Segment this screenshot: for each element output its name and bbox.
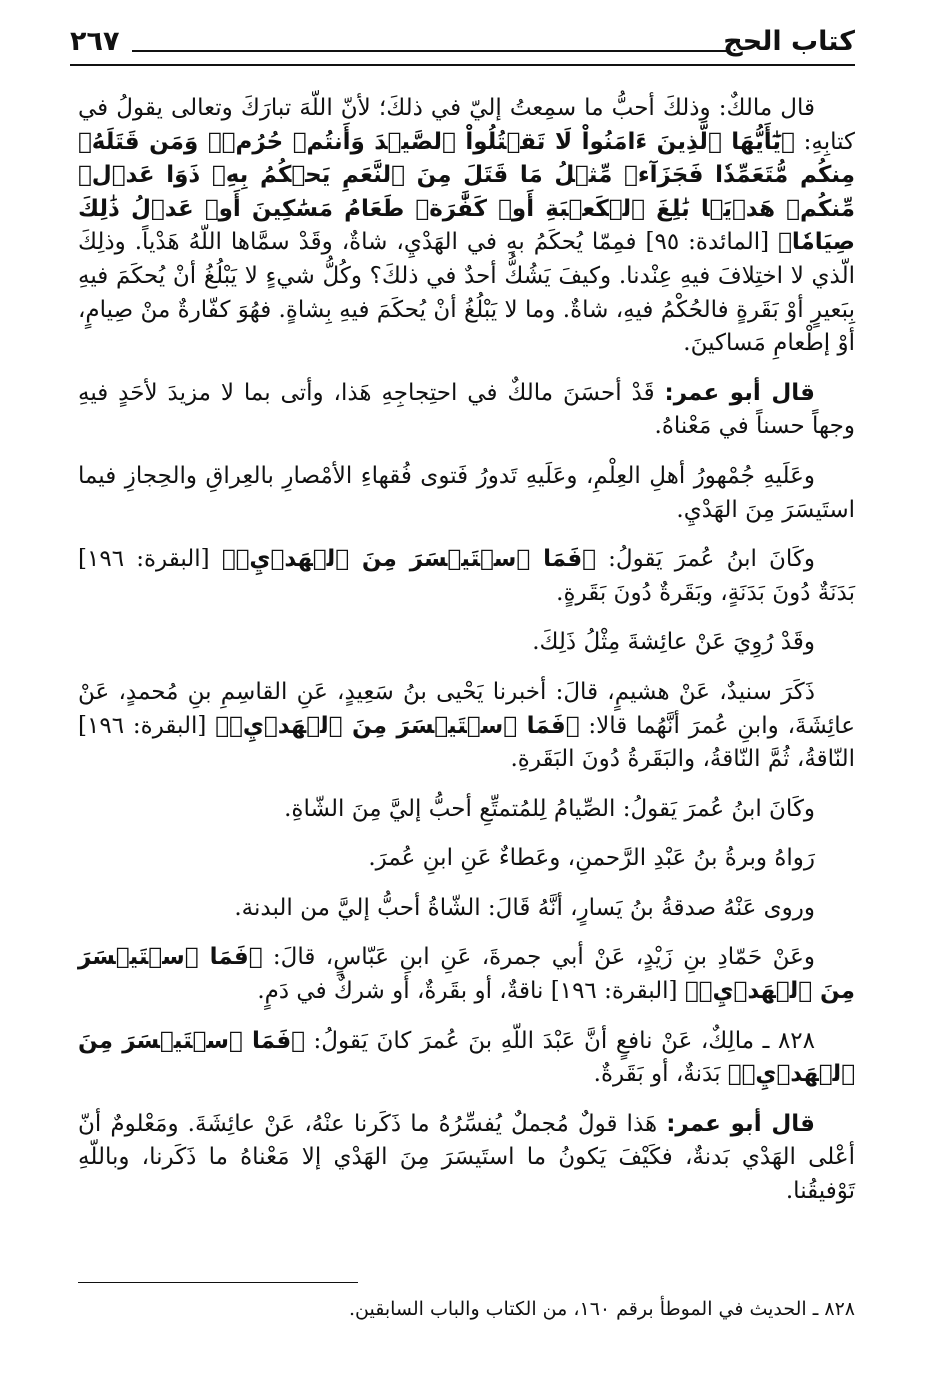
paragraph-10: [78, 941, 855, 1008]
main-text: [78, 92, 855, 1209]
paragraph-text: قَدْ أحسَنَ مالكٌ في احتِجاجِهِ هَذا، وأتى بما لا مزيدَ لأحَدٍ فيهِ وجهاً حسناً في مَعْناهُ.: [78, 379, 855, 440]
paragraph-text: ذَكَرَ سنيدٌ، عَنْ هشيمٍ، قالَ: أخبرنا يَحْيى بنُ سَعِيدٍ، عَنِ القاسِمِ بنِ مُحمدٍ، عَنْ عائِشَةَ، وابنِ عُمرَ أنَّهُما قالا:: [78, 678, 855, 739]
paragraph-5: [78, 626, 855, 660]
page-number: ٢٦٧: [70, 26, 120, 57]
paragraph-text: قال مالكٌ: وذلكَ أحبُّ ما سمِعتُ إليّ في ذلكَ؛ لأنّ اللّهَ تبارَكَ وتعالى يقولُ في كتابِهِ:: [78, 95, 855, 155]
paragraph-7: [78, 793, 855, 827]
paragraph-2: [78, 377, 855, 444]
paragraph-text: وكَانَ ابنُ عُمرَ يَقولُ: الصِّيامُ لِلمُتمتِّعِ أحبُّ إليَّ مِنَ الشّاةِ.: [284, 795, 815, 822]
paragraph-text: وروى عَنْهُ صدقةُ بنُ يَسارٍ، أنَّهُ قَالَ: الشّاةُ أحبُّ إليَّ من البدنة.: [234, 894, 815, 921]
paragraph-6: [78, 676, 855, 777]
paragraph-12: [78, 1108, 855, 1209]
quran-verse: ﴿فَمَا ٱسۡتَيۡسَرَ مِنَ ٱلۡهَدۡيِۖ﴾: [215, 712, 580, 739]
paragraph-text: هَذا قولٌ مُجملٌ يُفسِّرُهُ ما ذَكَرنا عنْهُ، عَنْ عائِشَةَ. ومَعْلومٌ أنّ أعْلى الهَدْي بَدنةٌ، فكَيْفَ يَكونُ ما استَيسَرَ مِنَ الهَدْي إلا مَعْناهُ ما ذَكَرنا، وباللّهِ تَوْفيقُنا.: [78, 1110, 855, 1205]
footnote: ٨٢٨ ـ الحديث في الموطأ برقم ١٦٠، من الكتاب والباب السابقين.: [348, 1298, 855, 1320]
quran-verse: ﴿فَمَا ٱسۡتَيۡسَرَ مِنَ ٱلۡهَدۡيِۖ﴾: [78, 944, 855, 1005]
paragraph-tail: [البقرة: ١٩٦] النّاقةُ، ثُمَّ النّاقةُ، والبَقَرةُ دُونَ البَقَرةِ.: [78, 712, 855, 773]
paragraph-8: [78, 842, 855, 876]
quran-verse: ﴿فَمَا ٱسۡتَيۡسَرَ مِنَ ٱلۡهَدۡيِۖ﴾: [221, 546, 596, 573]
paragraph-text: وكَانَ ابنُ عُمرَ يَقولُ:: [595, 546, 815, 573]
page-header: [70, 22, 855, 64]
quran-verse: ﴿يَٰٓأَيُّهَا ٱلَّذِينَ ءَامَنُواْ لَا تَقۡتُلُواْ ٱلصَّيۡدَ وَأَنتُمۡ حُرُمٞۚ وَمَن قَتَلَهُۥ مِنكُم مُّتَعَمِّدٗا فَجَزَآءٞ مِّثۡلُ مَا قَتَلَ مِنَ ٱلنَّعَمِ يَحۡكُمُ بِهِۦ ذَوَا عَدۡلٖ مِّنكُمۡ هَدۡيَۢا بَٰلِغَ ٱلۡكَعۡبَةِ أَوۡ كَفَّٰرَةٞ طَعَامُ مَسَٰكِينَ أَوۡ عَدۡلُ ذَٰلِكَ صِيَامٗا﴾: [78, 128, 855, 256]
paragraph-tail: بَدَنةٌ، أو بَقَرةٌ.: [593, 1061, 728, 1088]
paragraph-text: وعَنْ حَمّادِ بنِ زَيْدٍ، عَنْ أبي جمرةَ، عَنِ ابنِ عَبّاسٍ، قالَ:: [262, 944, 815, 971]
header-rule: [132, 50, 727, 52]
paragraph-tail: [البقرة: ١٩٦] بَدَنَةٌ دُونَ بَدَنَةٍ، وبَقَرةٌ دُونَ بَقَرةٍ.: [78, 546, 855, 606]
paragraph-11: [78, 1025, 855, 1092]
paragraph-tail: [المائدة: ٩٥] فمِمّا يُحكَمُ بهِ في الهَدْيِ، شاةٌ، وقَدْ سمَّاها اللّهُ هَدْياً. وذلِكَ الّذي لا اختِلافَ فيهِ عِنْدنا. وكيفَ يَشُكُّ أحدٌ في ذلكَ؟ وكُلُّ شيءٍ لا يَبْلُغُ أنْ يُحكَمَ فيهِ بِبَعيرٍ أوْ بَقَرةٍ فالحُكْمُ فيهِ، شاةٌ. وما لا يَبْلُغُ أنْ يُحكَمَ فيهِ بِشاةٍ. فهُوَ كفّارةٌ منْ صِيامٍ، أوْ إطْعامِ مَساكينَ.: [78, 229, 855, 357]
paragraph-text: وعَلَيهِ جُمْهورُ أهلِ العِلْمِ، وعَلَيهِ تَدورُ فَتوى فُقهاءِ الأمْصارِ بالعِراقِ والحِجازِ فيما استَيسَرَ مِنَ الهَدْيِ.: [78, 462, 855, 523]
quran-verse: ﴿فَمَا ٱسۡتَيۡسَرَ مِنَ ٱلۡهَدۡيِۖ﴾: [78, 1027, 855, 1088]
paragraph-4: [78, 543, 855, 610]
paragraph-1: [78, 92, 855, 361]
speaker-label: قال أبو عمر:: [664, 379, 815, 406]
paragraph-text: وقَدْ رُوِيَ عَنْ عائِشةَ مِثْلُ ذَلِكَ.: [532, 629, 815, 656]
footnote-separator: [78, 1282, 358, 1283]
paragraph-3: [78, 460, 855, 527]
paragraph-9: [78, 892, 855, 926]
header-underline: [70, 64, 855, 66]
speaker-label: قال أبو عمر:: [666, 1110, 815, 1137]
paragraph-text: ٨٢٨ ـ مالِكٌ، عَنْ نافعٍ أنَّ عَبْدَ اللّهِ بنَ عُمرَ كانَ يَقولُ:: [304, 1027, 815, 1054]
paragraph-text: رَواهُ وبرةُ بنُ عَبْدِ الرَّحمنِ، وعَطاءٌ عَنِ ابنِ عُمرَ.: [368, 845, 815, 872]
paragraph-tail: [البقرة: ١٩٦] ناقةٌ، أو بقَرةٌ، أو شركٌ في دَمٍ.: [257, 978, 685, 1005]
book-title: كتاب الحج: [723, 26, 855, 57]
